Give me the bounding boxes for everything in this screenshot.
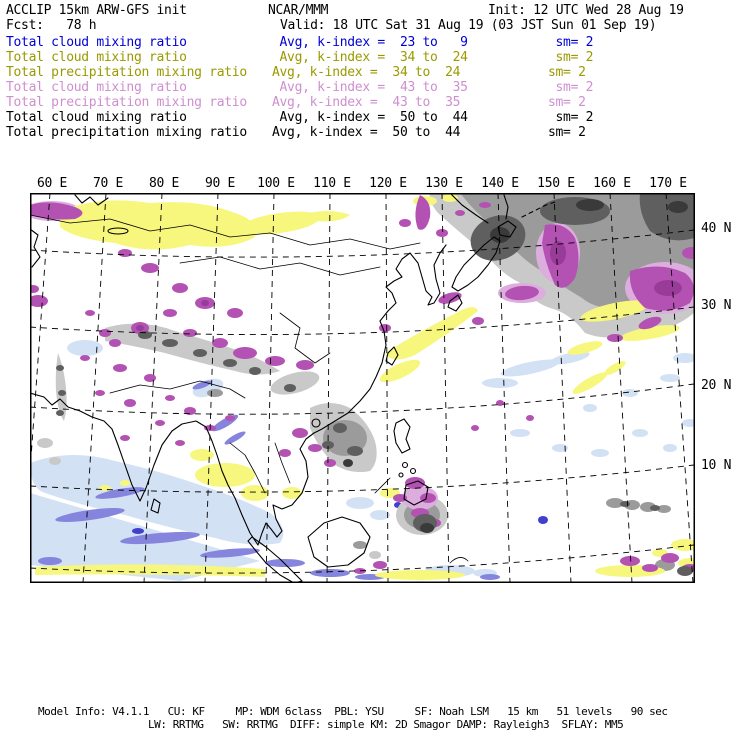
x-tick: 140 E	[481, 176, 519, 191]
init-time: Init: 12 UTC Wed 28 Aug 19	[488, 3, 684, 18]
legend-label: Total precipitation mixing ratio	[6, 95, 247, 110]
legend-sm: sm= 2	[548, 65, 586, 80]
legend-label: Total precipitation mixing ratio	[6, 125, 247, 140]
legend-label: Total cloud mixing ratio	[6, 35, 187, 50]
x-tick: 130 E	[425, 176, 463, 191]
legend-row-violet-precip	[0, 95, 740, 110]
legend-kindex: Avg, k-index = 23 to 9	[272, 35, 468, 50]
ensemble-cloud-map	[30, 193, 695, 583]
y-tick: 10 N	[701, 458, 732, 473]
x-tick: 60 E	[36, 176, 68, 191]
legend-kindex: Avg, k-index = 50 to 44	[272, 125, 461, 140]
legend-sm: sm= 2	[548, 95, 586, 110]
x-tick: 170 E	[649, 176, 687, 191]
x-tick: 150 E	[537, 176, 575, 191]
y-tick: 30 N	[701, 298, 732, 313]
x-tick: 100 E	[257, 176, 295, 191]
y-tick: 20 N	[701, 378, 732, 393]
legend-row-olive-cloud	[0, 50, 740, 65]
legend-label: Total cloud mixing ratio	[6, 80, 187, 95]
legend-label: Total cloud mixing ratio	[6, 50, 187, 65]
legend-sm: sm= 2	[548, 110, 594, 125]
legend-row-black-cloud	[0, 110, 740, 125]
legend-label: Total precipitation mixing ratio	[6, 65, 247, 80]
legend-sm: sm= 2	[548, 50, 594, 65]
legend-kindex: Avg, k-index = 34 to 24	[272, 65, 461, 80]
x-tick: 90 E	[204, 176, 236, 191]
legend-row-black-precip	[0, 125, 740, 140]
legend-sm: sm= 2	[548, 80, 594, 95]
legend-kindex: Avg, k-index = 50 to 44	[272, 110, 468, 125]
model-info-line1: Model Info: V4.1.1 CU: KF MP: WDM 6class PBL: YSU SF: Noah LSM 15 km 51 levels 90 sec	[38, 705, 668, 718]
legend-row-blue	[0, 35, 740, 50]
x-tick: 160 E	[593, 176, 631, 191]
legend-sm: sm= 2	[548, 125, 586, 140]
legend-kindex: Avg, k-index = 43 to 35	[272, 95, 461, 110]
legend-row-violet-cloud	[0, 80, 740, 95]
y-tick: 40 N	[701, 221, 732, 236]
x-tick: 110 E	[313, 176, 351, 191]
model-title: ACCLIP 15km ARW-GFS init	[6, 3, 187, 18]
legend-row-olive-precip	[0, 65, 740, 80]
legend-sm: sm= 2	[548, 35, 594, 50]
forecast-hour: Fcst: 78 h	[6, 18, 97, 33]
legend-label: Total cloud mixing ratio	[6, 110, 187, 125]
x-tick: 120 E	[369, 176, 407, 191]
valid-time: Valid: 18 UTC Sat 31 Aug 19 (03 JST Sun 01 Sep 19)	[280, 18, 657, 33]
x-tick: 80 E	[148, 176, 180, 191]
legend-kindex: Avg, k-index = 34 to 24	[272, 50, 468, 65]
center-name: NCAR/MMM	[268, 3, 329, 18]
x-tick: 70 E	[92, 176, 124, 191]
model-info-line2: LW: RRTMG SW: RRTMG DIFF: simple KM: 2D Smagor DAMP: Rayleigh3 SFLAY: MM5	[148, 718, 624, 731]
legend-kindex: Avg, k-index = 43 to 35	[272, 80, 468, 95]
